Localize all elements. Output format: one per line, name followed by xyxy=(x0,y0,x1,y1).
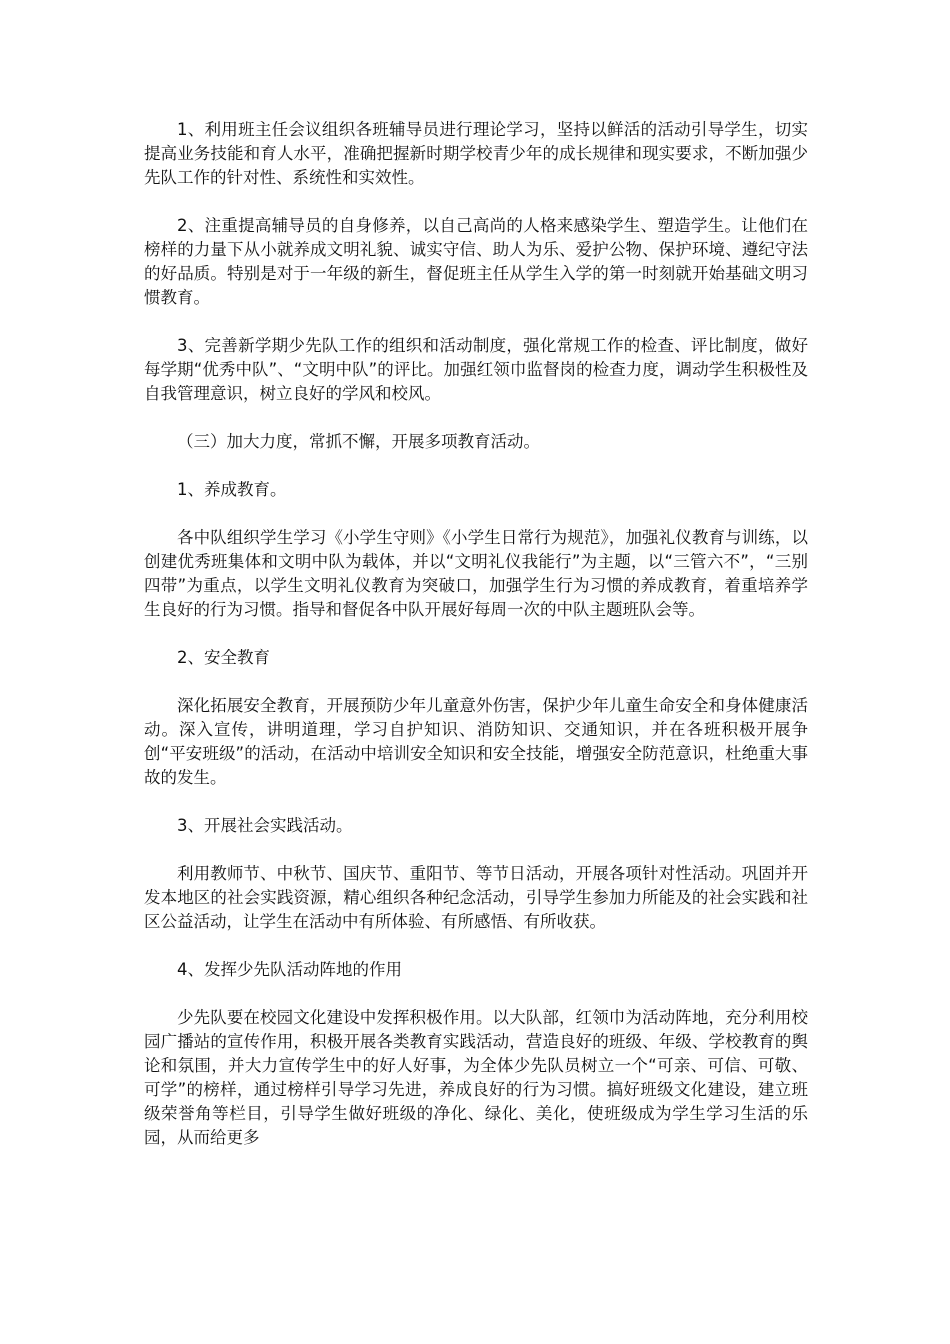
paragraph-counselor-cultivation: 2、注重提高辅导员的自身修养，以自己高尚的人格来感染学生、塑造学生。让他们在榜样的力量下从小就养成文明礼貌、诚实守信、助人为乐、爱护公物、保护环境、遵纪守法的好品质。特别是对于一年级的新生，督促班主任从学生入学的第一时刻就开始基础文明习惯教育。 xyxy=(144,216,808,307)
paragraph-social-practice: 利用教师节、中秋节、国庆节、重阳节、等节日活动，开展各项针对性活动。巩固并开发本地区的社会实践资源，精心组织各种纪念活动，引导学生参加力所能及的社会实践和社区公益活动，让学生在活动中有所体验、有所感悟、有所收获。 xyxy=(144,864,808,931)
paragraph-safety-education: 深化拓展安全教育，开展预防少年儿童意外伤害，保护少年儿童生命安全和身体健康活动。深入宣传，讲明道理，学习自护知识、消防知识、交通知识，并在各班积极开展争创“平安班级”的活动，在活动中培训安全知识和安全技能，增强安全防范意识，杜绝重大事故的发生。 xyxy=(144,696,808,787)
paragraph-organization-system: 3、完善新学期少先队工作的组织和活动制度，强化常规工作的检查、评比制度，做好每学期“优秀中队”、“文明中队”的评比。加强红领巾监督岗的检查力度，调动学生积极性及自我管理意识，树立良好的学风和校风。 xyxy=(144,336,808,403)
subheading-activity-position: 4、发挥少先队活动阵地的作用 xyxy=(177,960,402,979)
section-heading-education-activities: （三）加大力度，常抓不懈，开展多项教育活动。 xyxy=(177,432,540,451)
paragraph-activity-position: 少先队要在校园文化建设中发挥积极作用。以大队部，红领巾为活动阵地，充分利用校园广播站的宣传作用，积极开展各类教育实践活动，营造良好的班级、年级、学校教育的舆论和氛围，并大力宣传学生中的好人好事，为全体少先队员树立一个“可亲、可信、可敬、可学”的榜样，通过榜样引导学习先进，养成良好的行为习惯。搞好班级文化建设，建立班级荣誉角等栏目，引导学生做好班级的净化、绿化、美化，使班级成为学生学习生活的乐园，从而给更多 xyxy=(144,1008,808,1147)
subheading-habit-education: 1、养成教育。 xyxy=(177,480,287,499)
subheading-social-practice: 3、开展社会实践活动。 xyxy=(177,816,353,835)
paragraph-counselor-study: 1、利用班主任会议组织各班辅导员进行理论学习，坚持以鲜活的活动引导学生，切实提高业务技能和育人水平，准确把握新时期学校青少年的成长规律和现实要求，不断加强少先队工作的针对性、系统性和实效性。 xyxy=(144,120,808,187)
subheading-safety-education: 2、安全教育 xyxy=(177,648,270,667)
paragraph-habit-education: 各中队组织学生学习《小学生守则》《小学生日常行为规范》，加强礼仪教育与训练，以创建优秀班集体和文明中队为载体，并以“文明礼仪我能行”为主题，以“三管六不”，“三别四带”为重点，以学生文明礼仪教育为突破口，加强学生行为习惯的养成教育，着重培养学生良好的行为习惯。指导和督促各中队开展好每周一次的中队主题班队会等。 xyxy=(144,528,808,619)
document-page xyxy=(144,118,808,1174)
